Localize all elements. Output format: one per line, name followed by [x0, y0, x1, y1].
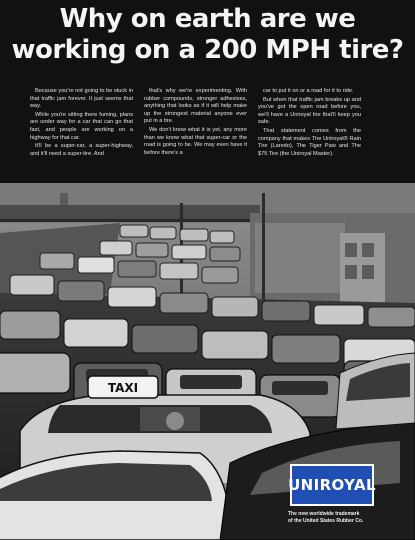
copy-column-2 [144, 88, 247, 158]
body-copy [0, 88, 415, 188]
headline-line-2: working on a 200 MPH tire? [11, 35, 404, 65]
taxi-roof-sign: TAXI [107, 381, 139, 395]
copy-paragraph: While you're sitting there fuming, plans are under way for a car that can go that fast, and people are working on a highway for that car. [30, 111, 133, 141]
tagline-line-2: of the United States Rubber Co. [288, 517, 364, 524]
headline [0, 4, 415, 66]
copy-paragraph: car to put it on or a road for it to ride. [263, 88, 354, 94]
copy-paragraph: It'll be a super-car, a super-highway, and it'll need a super-tire. And [30, 143, 133, 157]
copy-paragraph: Because you're not going to be stuck in that traffic jam forever. It just seems that way. [30, 88, 133, 110]
headline-line-1: Why on earth are we [59, 4, 356, 34]
tagline-line-1: The new worldwide trademark [288, 511, 360, 517]
copy-paragraph: that's why we're experimenting. With rubber compounds, stronger adhesives, anything that looks as if it will help make up the strongest material anyone ever put in a tire. [144, 88, 247, 125]
copy-paragraph: That statement comes from the company that makes The Uniroyal® Rain Tire (Laredo), The Tiger Paw and The $75 Tire (the Uniroyal Master). [258, 127, 361, 157]
copy-column-3 [258, 88, 361, 159]
copy-paragraph: But when that traffic jam breaks up and you've got the open road before you, we'll have a Uniroyal tire that'll keep you safe. [258, 96, 361, 126]
uniroyal-logo: UNIROYAL [290, 464, 374, 506]
copy-column-1 [30, 88, 133, 159]
copy-paragraph: We don't know what it is yet, any more than we know what that super-car or the road is going to be. We may even have it before there's a [144, 126, 247, 156]
trademark-tagline [288, 511, 408, 524]
